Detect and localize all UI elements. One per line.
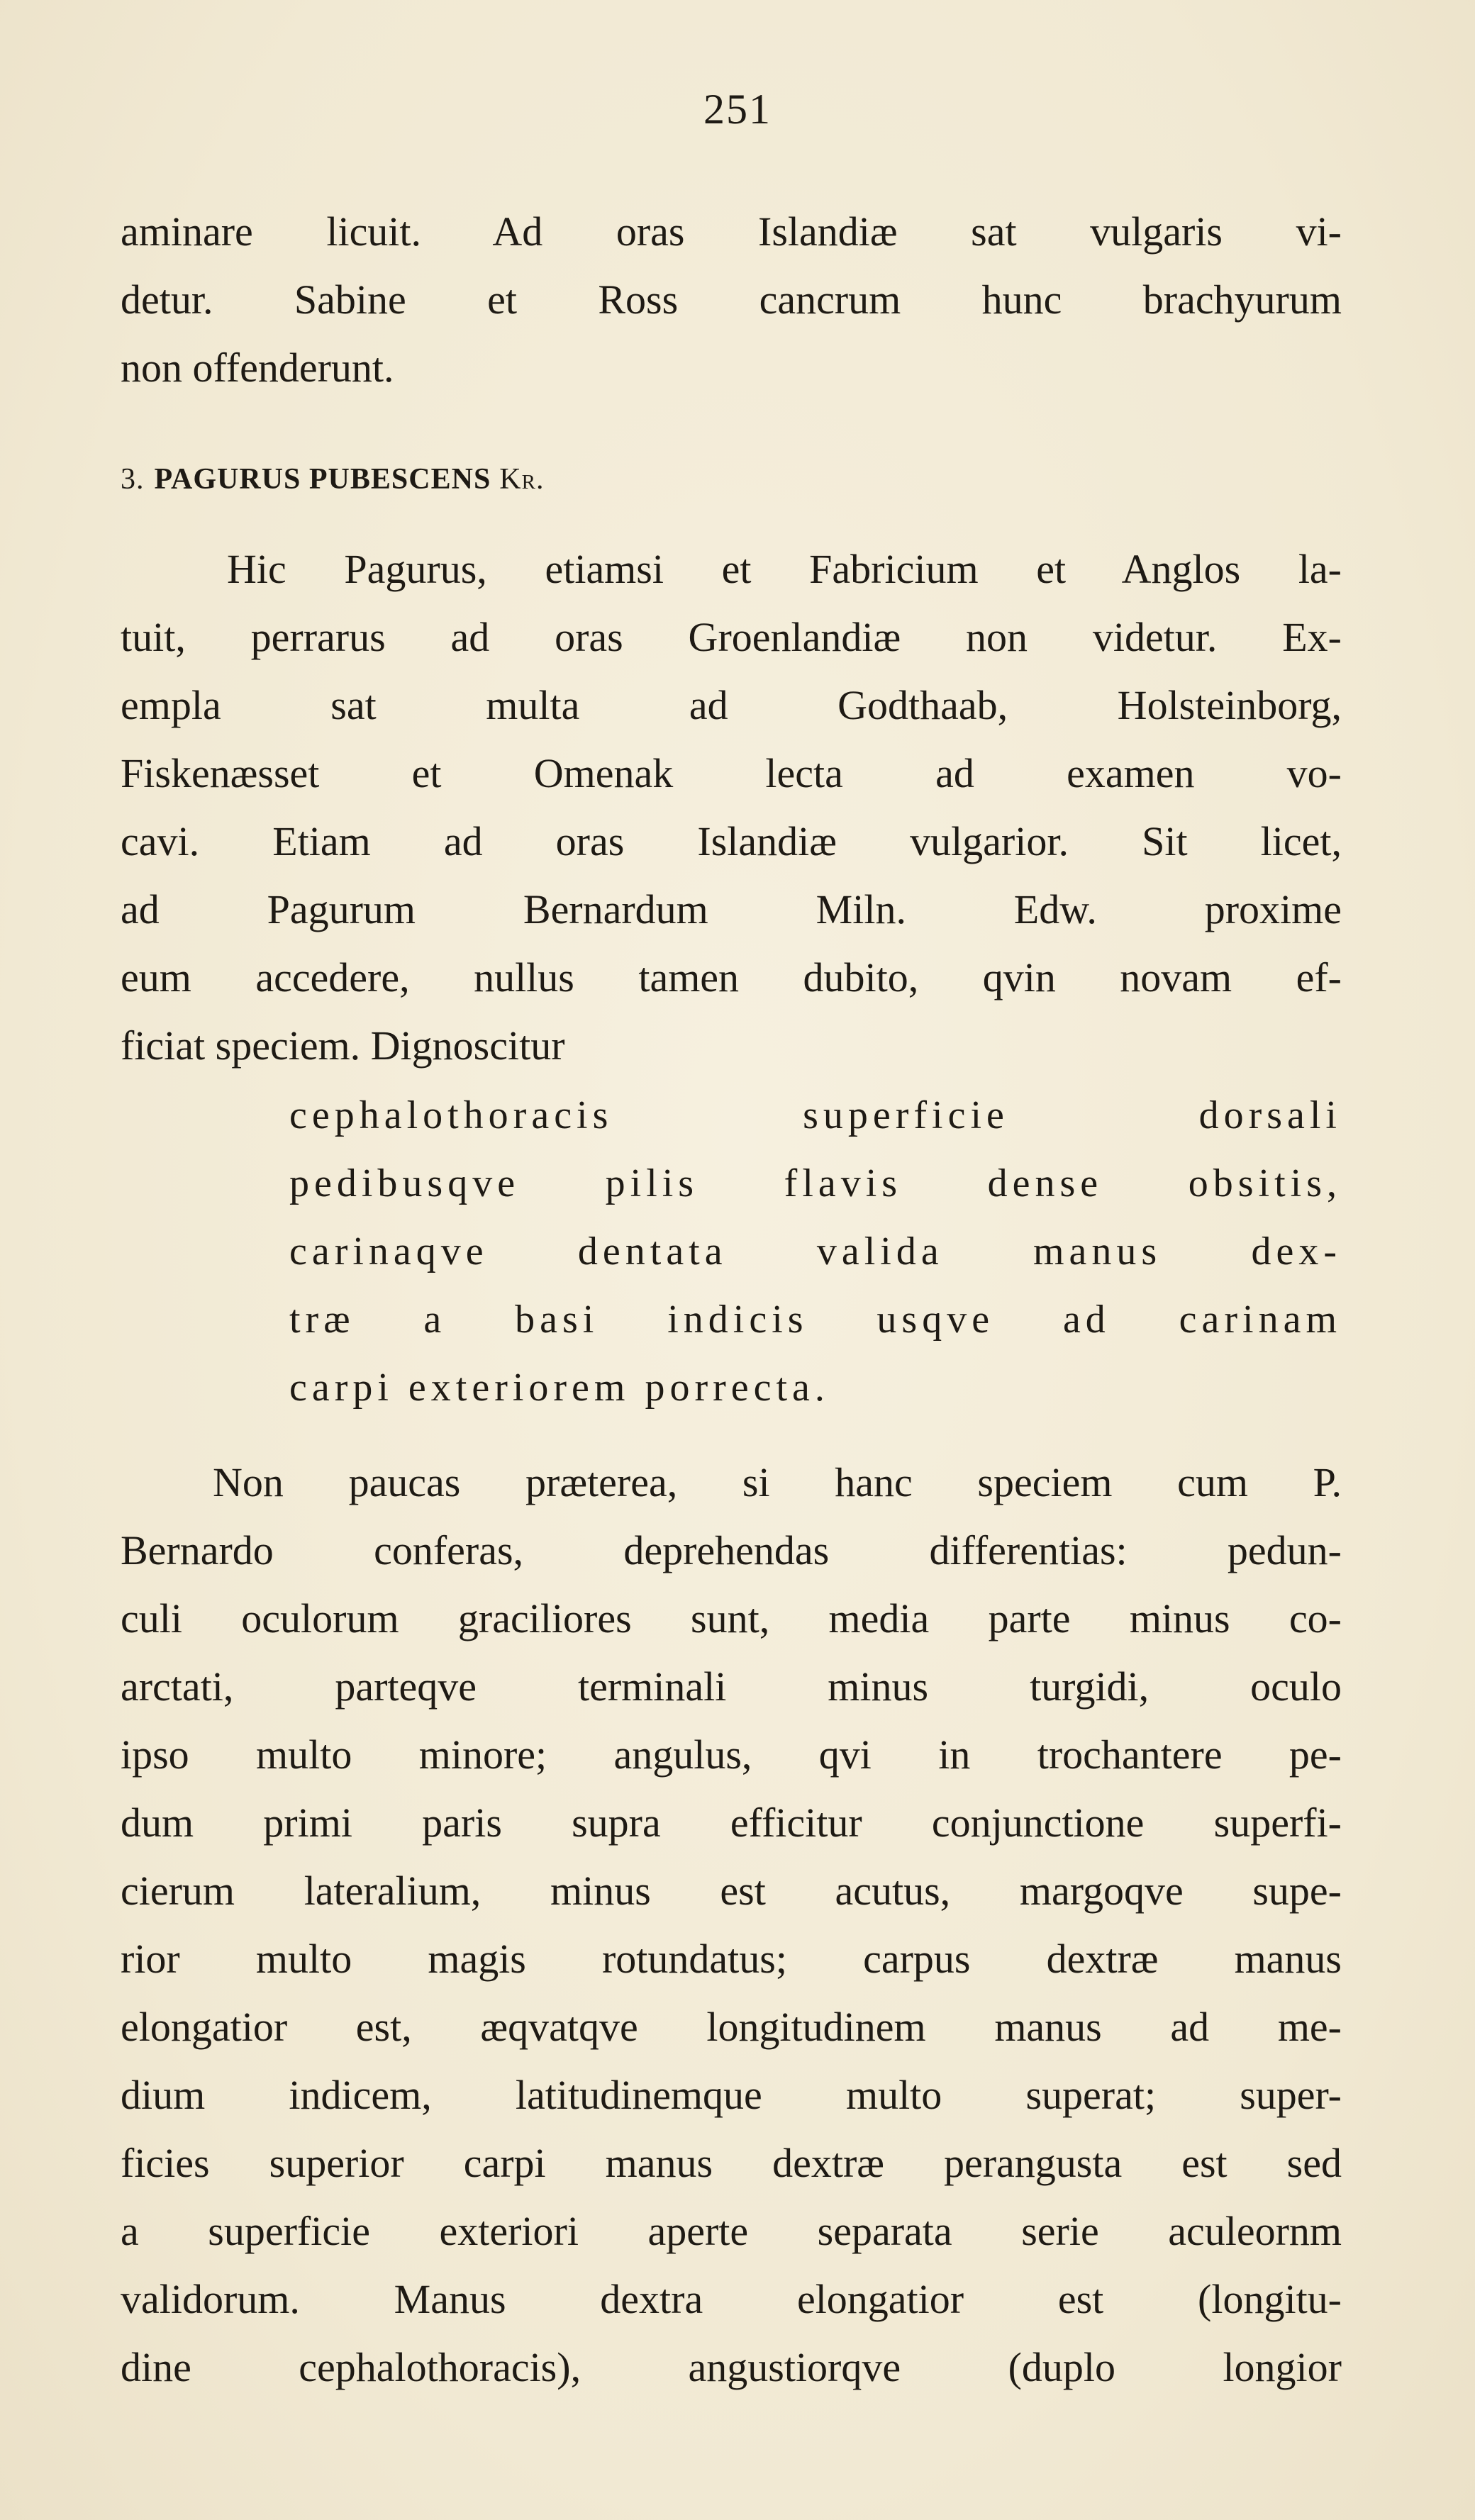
text-line: Hic Pagurus, etiamsi et Fabricium et Anglos la- (227, 546, 1342, 592)
text-line: eum accedere, nullus tamen dubito, qvin novam ef- (121, 954, 1342, 1000)
text-line: detur. Sabine et Ross cancrum hunc brachyurum (121, 277, 1342, 323)
section-number: 3. (121, 463, 145, 496)
section-author: Kr. (499, 463, 545, 496)
text-line: Non paucas præterea, si hanc speciem cum P. (213, 1459, 1342, 1505)
text-line: dium indicem, latitudinemque multo superat; super- (121, 2072, 1342, 2118)
text-line: non offenderunt. (121, 345, 394, 391)
text-line: a superficie exteriori aperte separata serie aculeornm (121, 2208, 1342, 2254)
text-line: arctati, parteqve terminali minus turgidi, oculo (121, 1663, 1342, 1710)
text-line: elongatior est, æqvatqve longitudinem manus ad me- (121, 2004, 1342, 2050)
text-line: ad Pagurum Bernardum Miln. Edw. proxime (121, 886, 1342, 932)
diagnosis-line: carinaqve dentata valida manus dex- (289, 1230, 1342, 1273)
text-line: empla sat multa ad Godthaab, Holsteinborg, (121, 682, 1342, 728)
text-line: validorum. Manus dextra elongatior est (longitu- (121, 2276, 1342, 2322)
diagnosis-line: træ a basi indicis usqve ad carinam (289, 1298, 1342, 1342)
text-line: ipso multo minore; angulus, qvi in trochantere pe- (121, 1732, 1342, 1778)
section-title: PAGURUS PUBESCENS (154, 463, 491, 496)
diagnosis-line: pedibusqve pilis flavis dense obsitis, (289, 1161, 1342, 1205)
section-heading (121, 462, 544, 496)
text-line: culi oculorum graciliores sunt, media parte minus co- (121, 1595, 1342, 1641)
text-line: dine cephalothoracis), angustiorqve (duplo longior (121, 2344, 1342, 2390)
text-line: Bernardo conferas, deprehendas differentias: pedun- (121, 1527, 1342, 1573)
diagnosis-line: cephalothoracis superficie dorsali (289, 1093, 1342, 1137)
text-line: cavi. Etiam ad oras Islandiæ vulgarior. Sit licet, (121, 818, 1342, 864)
text-line: rior multo magis rotundatus; carpus dextræ manus (121, 1936, 1342, 1982)
text-line: dum primi paris supra efficitur conjunctione superfi- (121, 1800, 1342, 1846)
text-line: tuit, perrarus ad oras Groenlandiæ non videtur. Ex- (121, 614, 1342, 660)
text-line: cierum lateralium, minus est acutus, margoqve supe- (121, 1868, 1342, 1914)
text-line: Fiskenæsset et Omenak lecta ad examen vo- (121, 750, 1342, 796)
text-line: ficiat speciem. Dignoscitur (121, 1022, 565, 1069)
text-line: aminare licuit. Ad oras Islandiæ sat vulgaris vi- (121, 208, 1342, 255)
text-line: ficies superior carpi manus dextræ perangusta est sed (121, 2140, 1342, 2186)
page-number: 251 (703, 86, 772, 133)
diagnosis-line: carpi exteriorem porrecta. (289, 1366, 830, 1410)
